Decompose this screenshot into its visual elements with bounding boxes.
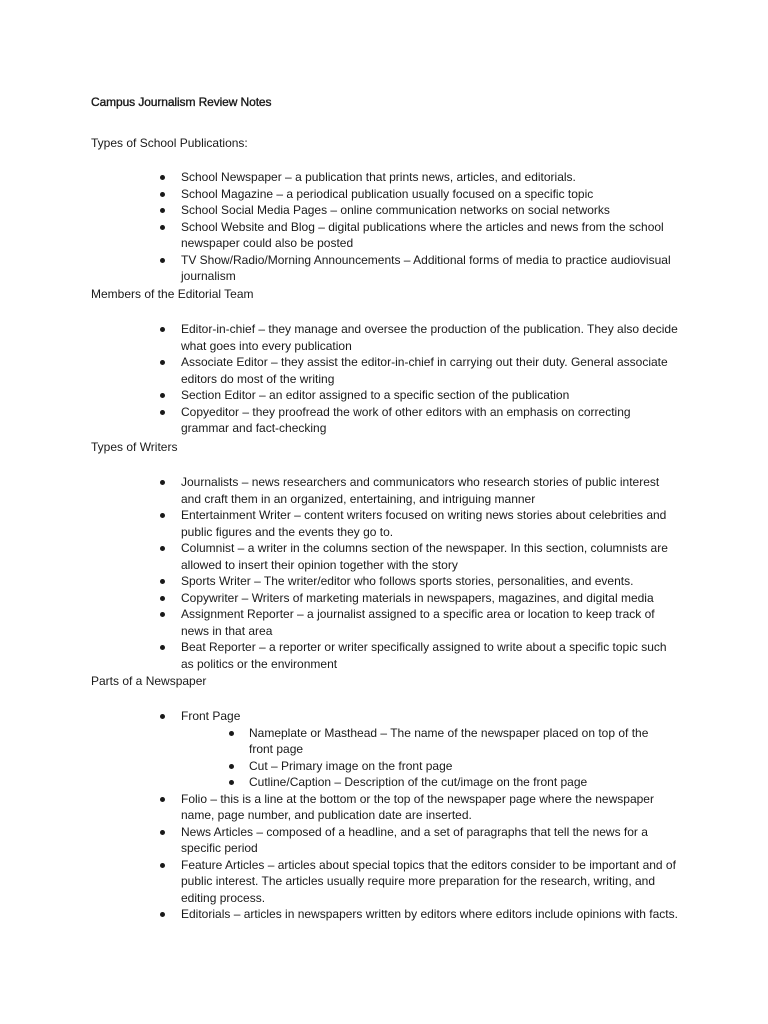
list-item-text: Section Editor – an editor assigned to a specific section of the publication (181, 388, 570, 402)
list-item (0, 590, 681, 607)
list-item (0, 906, 681, 923)
list-item-text: School Newspaper – a publication that prints news, articles, and editorials. (181, 170, 576, 184)
document-title: Campus Journalism Review Notes (91, 95, 272, 109)
list-item (0, 708, 681, 725)
list-item-text: Copyeditor – they proofread the work of other editors with an emphasis on correcting grammar and fact-checking (181, 404, 631, 435)
list-item-text: School Social Media Pages – online communication networks on social networks (181, 203, 610, 217)
list-item (0, 169, 681, 186)
bullet-icon (160, 714, 165, 719)
bullet-icon (160, 513, 165, 518)
bullet-icon (160, 645, 165, 650)
list-item (0, 186, 681, 203)
list-item-text: Columnist – a writer in the columns section of the newspaper. In this section, columnists are allowed to insert their opinion together with the story (181, 541, 668, 572)
list-item-text: TV Show/Radio/Morning Announcements – Additional forms of media to practice audiovisual journalism (181, 252, 671, 283)
list-item (0, 639, 681, 672)
list-item-text: Nameplate or Masthead – The name of the newspaper placed on top of the front page (249, 725, 649, 756)
list-item-text: School Magazine – a periodical publication usually focused on a specific topic (181, 186, 594, 201)
list-item (0, 791, 681, 824)
sub-list-item (0, 725, 671, 758)
list-item-text: School Website and Blog – digital publications where the articles and news from the school newspaper could also be posted (181, 219, 664, 250)
bullet-icon (229, 780, 234, 785)
list-item (0, 573, 681, 590)
bullet-list (0, 321, 681, 437)
bullet-list (0, 474, 681, 672)
bullet-icon (160, 830, 165, 835)
bullet-icon (160, 410, 165, 415)
list-item (0, 321, 681, 354)
list-item (0, 202, 681, 219)
section-heading: Members of the Editorial Team (91, 287, 254, 301)
list-item-text: Associate Editor – they assist the editor-in-chief in carrying out their duty. General associate editors do most of the writing (181, 355, 668, 386)
bullet-icon (160, 192, 165, 197)
bullet-icon (160, 480, 165, 485)
list-item-text: Beat Reporter – a reporter or writer specifically assigned to write about a specific topic such as politics or the environment (181, 640, 667, 671)
sub-list-item (0, 758, 671, 775)
bullet-icon (229, 731, 234, 736)
list-item-text: Cutline/Caption – Description of the cut/image on the front page (249, 775, 588, 789)
bullet-icon (160, 596, 165, 601)
list-item-text: Cut – Primary image on the front page (249, 758, 453, 773)
list-item-text: Sports Writer – The writer/editor who follows sports stories, personalities, and events. (181, 574, 634, 588)
list-item (0, 857, 681, 907)
list-item-text: Entertainment Writer – content writers focused on writing news stories about celebrities and public figures and the events they go to. (181, 508, 667, 539)
bullet-icon (160, 360, 165, 365)
bullet-icon (160, 327, 165, 332)
list-item (0, 507, 681, 540)
bullet-icon (160, 393, 165, 398)
list-item (0, 219, 681, 252)
bullet-icon (160, 258, 165, 263)
list-item-text: Feature Articles – articles about special topics that the editors consider to be important and of public interest. The articles usually require more preparation for the research, writing, and editing process. (181, 857, 676, 905)
list-item-text: Journalists – news researchers and communicators who research stories of public interest and craft them in an organized, entertaining, and intriguing manner (181, 475, 660, 506)
list-item (0, 404, 681, 437)
list-item (0, 540, 681, 573)
list-item (0, 824, 681, 857)
bullet-icon (160, 208, 165, 213)
list-item-text: Folio – this is a line at the bottom or the top of the newspaper page where the newspaper name, page number, and publication date are inserted. (181, 791, 654, 822)
bullet-icon (229, 764, 234, 769)
bullet-icon (160, 863, 165, 868)
list-item (0, 606, 681, 639)
section-heading: Types of School Publications: (91, 136, 248, 150)
bullet-icon (160, 175, 165, 180)
bullet-list (0, 708, 681, 923)
list-item-text: Editorials – articles in newspapers written by editors where editors include opinions with facts. (181, 907, 678, 921)
list-item-text: Assignment Reporter – a journalist assigned to a specific area or location to keep track of news in that area (181, 607, 655, 638)
bullet-icon (160, 579, 165, 584)
list-item (0, 387, 681, 404)
bullet-icon (160, 912, 165, 917)
section-heading: Parts of a Newspaper (91, 674, 207, 688)
bullet-icon (160, 225, 165, 230)
bullet-list (0, 169, 681, 285)
bullet-icon (160, 797, 165, 802)
section-heading: Types of Writers (91, 440, 178, 454)
list-item-text: Editor-in-chief – they manage and oversee the production of the publication. They also decide what goes into every publication (181, 322, 678, 353)
list-item-text: Copywriter – Writers of marketing materials in newspapers, magazines, and digital media (181, 590, 654, 605)
bullet-icon (160, 546, 165, 551)
bullet-icon (160, 612, 165, 617)
list-item-text: Front Page (181, 709, 241, 723)
list-item (0, 354, 681, 387)
sub-list-item (0, 774, 671, 791)
list-item-text: News Articles – composed of a headline, and a set of paragraphs that tell the news for a specific period (181, 824, 648, 855)
list-item (0, 252, 681, 285)
list-item (0, 474, 681, 507)
